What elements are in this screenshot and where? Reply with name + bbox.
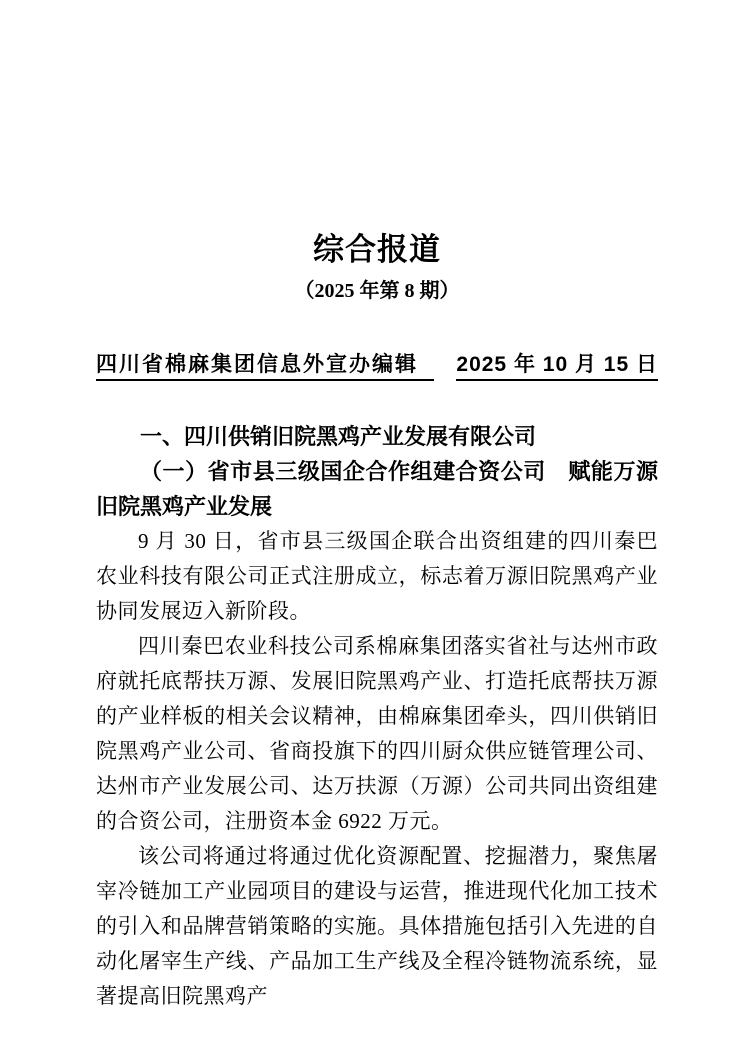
document-title: 综合报道 <box>313 232 441 268</box>
paragraph: 该公司将通过将通过优化资源配置、挖掘潜力，聚焦屠宰冷链加工产业园项目的建设与运营，推进现代化加工技术的引入和品牌营销策略的实施。具体措施包括引入先进的自动化屠宰生产线、产品加工生产线及全程冷链物流系统，显著提高旧院黑鸡产 <box>96 844 658 1008</box>
issue-date: 2025 年 10 月 15 日 <box>456 351 658 381</box>
paragraph: 四川秦巴农业科技公司系棉麻集团落实省社与达州市政府就托底帮扶万源、发展旧院黑鸡产业、打造托底帮扶万源的产业样板的相关会议精神，由棉麻集团牵头，四川供销旧院黑鸡产业公司、省商投旗下的四川厨众供应链管理公司、达州市产业发展公司、达万扶源（万源）公司共同出资组建的合资公司，注册资本金 6922 万元。 <box>96 634 658 833</box>
issue-number: （2025 年第 8 期） <box>294 280 460 302</box>
editor-credit: 四川省棉麻集团信息外宣办编辑 <box>96 351 434 381</box>
paragraph: 9 月 30 日，省市县三级国企联合出资组建的四川秦巴农业科技有限公司正式注册成立，标志着万源旧院黑鸡产业协同发展迈入新阶段。 <box>96 529 658 623</box>
body-text <box>96 524 658 1014</box>
section-heading: 一、四川供销旧院黑鸡产业发展有限公司 <box>140 424 537 449</box>
masthead <box>96 351 658 381</box>
subsection-heading: （一）省市县三级国企合作组建合资公司 赋能万源旧院黑鸡产业发展 <box>96 459 658 519</box>
